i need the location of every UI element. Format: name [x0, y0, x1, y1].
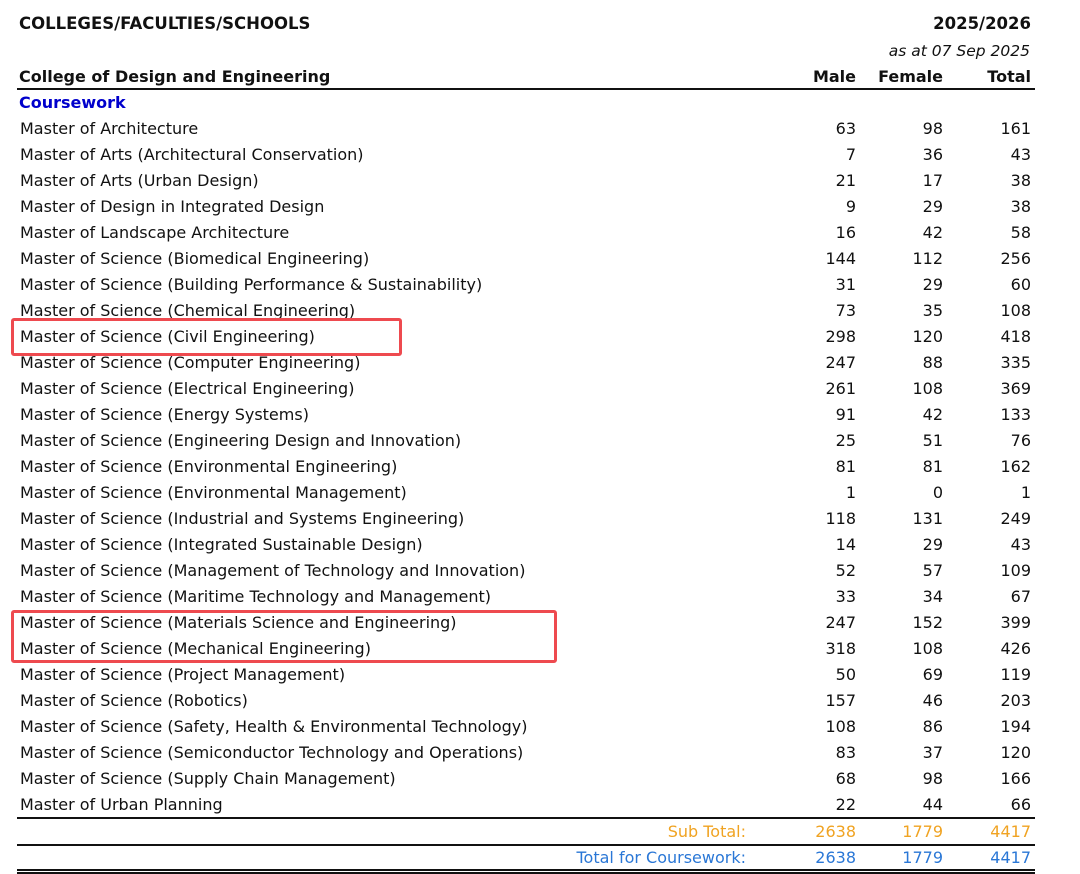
- table-row: [0, 584, 1080, 610]
- coursework-total-total: 4417: [990, 848, 1031, 867]
- female-count: 42: [922, 405, 943, 424]
- male-count: 63: [835, 119, 856, 138]
- total-count: 120: [1000, 743, 1031, 762]
- male-count: 16: [835, 223, 856, 242]
- coursework-total-female: 1779: [902, 848, 943, 867]
- male-count: 318: [825, 639, 856, 658]
- female-count: 108: [912, 379, 943, 398]
- male-column-header: Male: [812, 67, 856, 86]
- female-count: 36: [922, 145, 943, 164]
- table-row: [0, 740, 1080, 766]
- programme-name: Master of Science (Building Performance & Sustainability): [20, 275, 483, 294]
- male-count: 25: [835, 431, 856, 450]
- female-count: 34: [922, 587, 943, 606]
- subtotal-total: 4417: [990, 822, 1031, 841]
- programme-name: Master of Science (Supply Chain Management): [20, 769, 396, 788]
- programme-name: Master of Science (Project Management): [20, 665, 346, 684]
- programme-name: Master of Architecture: [20, 119, 199, 138]
- subtotal-divider: [17, 817, 1035, 819]
- table-row: [0, 272, 1080, 298]
- programme-name: Master of Science (Biomedical Engineering): [20, 249, 370, 268]
- female-count: 152: [912, 613, 943, 632]
- programme-name: Master of Science (Engineering Design and Innovation): [20, 431, 462, 450]
- total-count: 76: [1010, 431, 1031, 450]
- total-count: 1: [1020, 483, 1031, 502]
- female-count: 98: [922, 769, 943, 788]
- male-count: 118: [825, 509, 856, 528]
- programme-name: Master of Science (Semiconductor Technology and Operations): [20, 743, 524, 762]
- table-row: [0, 428, 1080, 454]
- table-row: [0, 116, 1080, 142]
- female-count: 37: [922, 743, 943, 762]
- total-column-header: Total: [987, 67, 1031, 86]
- total-count: 60: [1010, 275, 1031, 294]
- subtotal-label: Sub Total:: [667, 822, 746, 841]
- male-count: 9: [845, 197, 856, 216]
- male-count: 298: [825, 327, 856, 346]
- total-count: 38: [1010, 171, 1031, 190]
- male-count: 81: [835, 457, 856, 476]
- total-count: 249: [1000, 509, 1031, 528]
- male-count: 22: [835, 795, 856, 814]
- male-count: 144: [825, 249, 856, 268]
- female-column-header: Female: [878, 67, 943, 86]
- highlight-box-materials-mechanical: [11, 610, 557, 663]
- male-count: 68: [835, 769, 856, 788]
- programme-name: Master of Landscape Architecture: [20, 223, 290, 242]
- female-count: 29: [922, 275, 943, 294]
- college-name-header: College of Design and Engineering: [19, 67, 331, 86]
- total-count: 43: [1010, 145, 1031, 164]
- male-count: 14: [835, 535, 856, 554]
- male-count: 247: [825, 353, 856, 372]
- programme-name: Master of Science (Maritime Technology and Management): [20, 587, 491, 606]
- header-divider: [17, 88, 1035, 90]
- male-count: 31: [835, 275, 856, 294]
- female-count: 0: [932, 483, 943, 502]
- table-row: [0, 168, 1080, 194]
- total-count: 109: [1000, 561, 1031, 580]
- programme-name: Master of Urban Planning: [20, 795, 223, 814]
- table-row: [0, 506, 1080, 532]
- table-row: [0, 220, 1080, 246]
- programme-name: Master of Science (Management of Technology and Innovation): [20, 561, 526, 580]
- total-count: 399: [1000, 613, 1031, 632]
- male-count: 52: [835, 561, 856, 580]
- male-count: 7: [845, 145, 856, 164]
- total-divider: [17, 844, 1035, 846]
- total-count: 194: [1000, 717, 1031, 736]
- total-count: 108: [1000, 301, 1031, 320]
- bottom-double-line-2: [17, 872, 1035, 874]
- male-count: 247: [825, 613, 856, 632]
- total-count: 335: [1000, 353, 1031, 372]
- total-count: 43: [1010, 535, 1031, 554]
- male-count: 1: [845, 483, 856, 502]
- male-count: 261: [825, 379, 856, 398]
- female-count: 46: [922, 691, 943, 710]
- total-count: 67: [1010, 587, 1031, 606]
- programme-name: Master of Science (Industrial and Systems Engineering): [20, 509, 465, 528]
- total-count: 418: [1000, 327, 1031, 346]
- female-count: 86: [922, 717, 943, 736]
- total-count: 66: [1010, 795, 1031, 814]
- female-count: 69: [922, 665, 943, 684]
- female-count: 42: [922, 223, 943, 242]
- total-count: 166: [1000, 769, 1031, 788]
- subtotal-male: 2638: [815, 822, 856, 841]
- table-row: [0, 402, 1080, 428]
- female-count: 81: [922, 457, 943, 476]
- programme-name: Master of Science (Computer Engineering): [20, 353, 361, 372]
- as-at-date: as at 07 Sep 2025: [888, 42, 1030, 60]
- bottom-double-line-1: [17, 869, 1035, 871]
- female-count: 35: [922, 301, 943, 320]
- programme-name: Master of Science (Energy Systems): [20, 405, 309, 424]
- total-count: 161: [1000, 119, 1031, 138]
- highlight-box-civil: [11, 318, 402, 356]
- male-count: 83: [835, 743, 856, 762]
- female-count: 17: [922, 171, 943, 190]
- total-count: 256: [1000, 249, 1031, 268]
- coursework-section-label: Coursework: [19, 93, 126, 112]
- total-count: 38: [1010, 197, 1031, 216]
- female-count: 29: [922, 535, 943, 554]
- programme-name: Master of Science (Safety, Health & Environmental Technology): [20, 717, 528, 736]
- table-row: [0, 714, 1080, 740]
- female-count: 108: [912, 639, 943, 658]
- programme-name: Master of Science (Robotics): [20, 691, 248, 710]
- programme-name: Master of Science (Electrical Engineering): [20, 379, 355, 398]
- total-count: 162: [1000, 457, 1031, 476]
- table-row: [0, 142, 1080, 168]
- female-count: 131: [912, 509, 943, 528]
- table-row: [0, 792, 1080, 818]
- table-row: [0, 688, 1080, 714]
- subtotal-female: 1779: [902, 822, 943, 841]
- table-row: [0, 376, 1080, 402]
- table-row: [0, 246, 1080, 272]
- programme-name: Master of Science (Integrated Sustainable Design): [20, 535, 423, 554]
- male-count: 91: [835, 405, 856, 424]
- female-count: 44: [922, 795, 943, 814]
- table-row: [0, 766, 1080, 792]
- programme-name: Master of Science (Mechanical Engineering): [20, 639, 371, 658]
- female-count: 57: [922, 561, 943, 580]
- female-count: 120: [912, 327, 943, 346]
- table-row: [0, 558, 1080, 584]
- male-count: 50: [835, 665, 856, 684]
- table-row: [0, 532, 1080, 558]
- programme-name: Master of Arts (Architectural Conservation): [20, 145, 364, 164]
- programme-name: Master of Science (Environmental Management): [20, 483, 407, 502]
- coursework-total-male: 2638: [815, 848, 856, 867]
- total-count: 203: [1000, 691, 1031, 710]
- total-count: 119: [1000, 665, 1031, 684]
- male-count: 21: [835, 171, 856, 190]
- programme-name: Master of Science (Civil Engineering): [20, 327, 315, 346]
- female-count: 112: [912, 249, 943, 268]
- male-count: 33: [835, 587, 856, 606]
- enrolment-table: [0, 116, 1080, 818]
- male-count: 108: [825, 717, 856, 736]
- coursework-total-label: Total for Coursework:: [576, 848, 746, 867]
- programme-name: Master of Arts (Urban Design): [20, 171, 259, 190]
- table-row: [0, 194, 1080, 220]
- programme-name: Master of Science (Chemical Engineering): [20, 301, 356, 320]
- male-count: 73: [835, 301, 856, 320]
- academic-year: 2025/2026: [933, 14, 1031, 33]
- total-count: 58: [1010, 223, 1031, 242]
- table-row: [0, 480, 1080, 506]
- female-count: 98: [922, 119, 943, 138]
- total-count: 133: [1000, 405, 1031, 424]
- total-count: 426: [1000, 639, 1031, 658]
- programme-name: Master of Design in Integrated Design: [20, 197, 325, 216]
- male-count: 157: [825, 691, 856, 710]
- section-heading: COLLEGES/FACULTIES/SCHOOLS: [19, 14, 311, 33]
- female-count: 88: [922, 353, 943, 372]
- table-row: [0, 662, 1080, 688]
- female-count: 51: [922, 431, 943, 450]
- programme-name: Master of Science (Environmental Engineering): [20, 457, 398, 476]
- table-row: [0, 454, 1080, 480]
- female-count: 29: [922, 197, 943, 216]
- total-count: 369: [1000, 379, 1031, 398]
- programme-name: Master of Science (Materials Science and Engineering): [20, 613, 457, 632]
